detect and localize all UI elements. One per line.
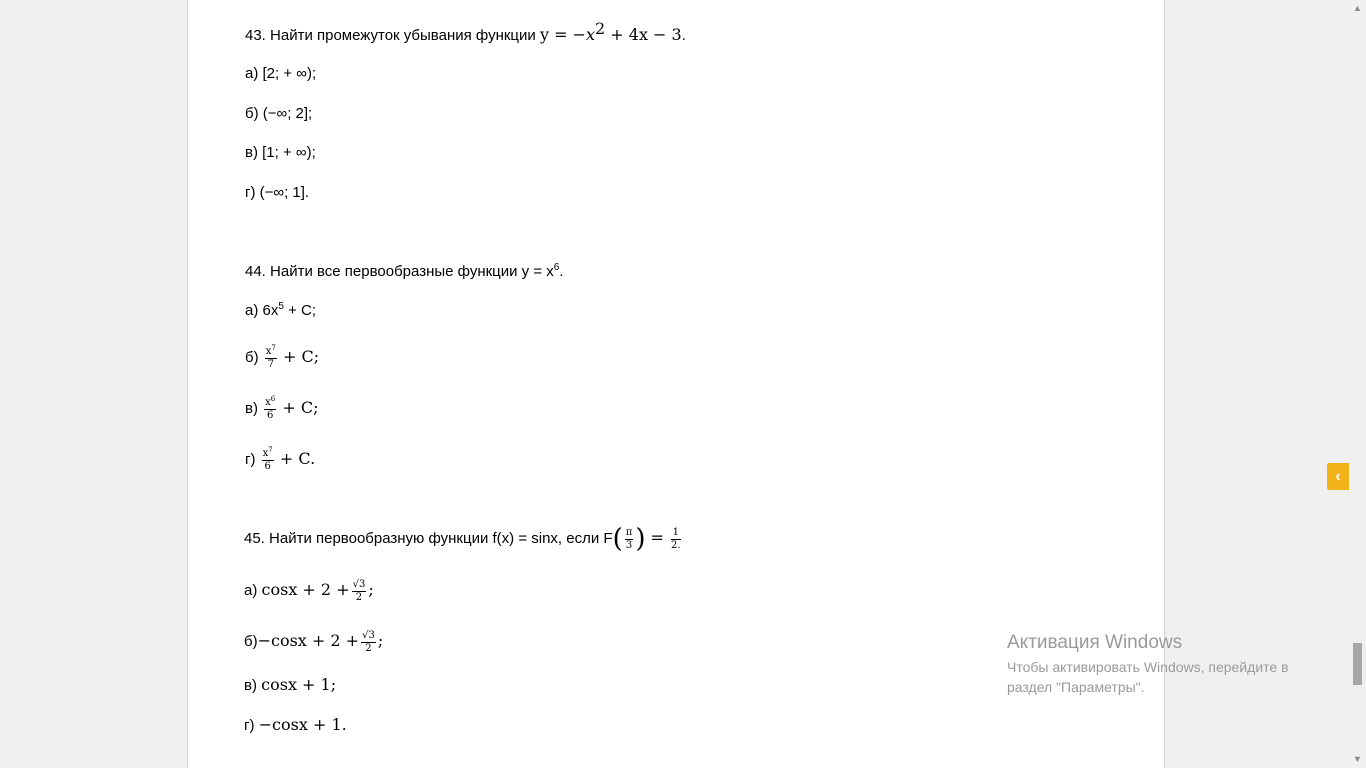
q44-v-num: x [265,396,271,408]
scroll-up-icon[interactable]: ▲ [1353,3,1362,13]
q44-answer-b [245,342,319,373]
q45-value-fraction [671,527,681,552]
activation-watermark-text: Чтобы активировать Windows, перейдите в раздел "Параметры". [1007,659,1289,695]
q43-answer-b: б) (−∞; 2]; [245,105,313,122]
scroll-thumb[interactable] [1353,643,1362,685]
q45-v-expr: cosx + 1; [261,675,337,694]
q45-a-label: а) [244,582,258,599]
q45-arg-num: π [625,526,633,538]
question-45 [244,522,683,555]
q45-a-end: ; [368,580,374,599]
q45-a-fraction [352,579,367,604]
q44-b-label: б) [245,349,259,366]
q45-g-expr: −cosx + 1. [258,715,347,734]
question-44 [245,262,564,282]
question-43 [245,19,686,46]
q45-a-den: 2 [355,591,363,603]
q44-g-fraction [262,445,274,473]
q44-v-fraction [264,394,276,422]
q45-equals: = [645,528,670,547]
vertical-scrollbar[interactable] [1349,0,1366,768]
q44-v-num-exp: 6 [270,394,276,403]
q45-b-fraction [361,630,376,655]
q44-v-label: в) [245,400,258,417]
q44-b-den: 7 [267,358,274,370]
q45-arg-den: 3 [625,539,633,551]
q44-a-label: а) 6x [245,302,279,319]
q44-b-num-exp: 7 [271,343,276,352]
q45-answer-b [244,625,383,658]
q43-formula-exp: 2 [595,19,606,38]
activation-watermark-title: Активация Windows [1007,632,1183,653]
q45-answer-a [244,574,374,607]
q43-answer-g: г) (−∞; 1]. [245,184,310,201]
q44-v-rest: + C; [282,398,319,417]
q44-answer-v [245,393,319,424]
q45-right-paren: ) [635,524,646,555]
q44-a-exp: 5 [278,301,284,312]
q45-b-den: 2 [365,642,372,654]
q44-answer-g [245,444,315,475]
q44-question-exp: 6 [553,262,560,273]
q45-b-label: б) [244,633,258,650]
q45-b-expr: −cosx + 2 + [257,631,360,650]
q43-answer-a: а) [2; + ∞); [245,65,317,82]
q45-answer-g [244,715,347,736]
q44-b-fraction [265,343,277,371]
q44-a-rest: + C; [283,302,317,319]
q45-a-expr: cosx + 2 + [261,580,350,599]
q45-answer-v [244,675,336,696]
q43-answer-v: в) [1; + ∞); [245,144,316,161]
q43-formula-rest: + 4x − 3 [605,25,682,44]
q45-a-num: √3 [352,578,366,590]
q45-g-label: г) [244,717,259,734]
q44-b-rest: + C; [283,347,320,366]
q44-g-den: 6 [264,460,271,472]
q44-g-label: г) [245,451,256,468]
q45-arg-fraction [625,527,634,552]
q44-period: . [559,263,564,280]
q43-formula-y: y = − [539,25,586,44]
q44-answer-a [245,301,316,321]
chevron-left-icon: ‹ [1335,468,1341,485]
q44-b-num: x [265,345,272,357]
q45-v-label: в) [244,677,257,694]
q43-period: . [681,27,686,44]
q45-val-num: 1 [672,526,679,538]
sidebar-toggle-button[interactable] [1327,463,1349,490]
q44-g-num-exp: 7 [268,445,273,454]
q43-formula-x: x [585,25,595,44]
q44-g-num: x [262,447,269,459]
question-43-text: 43. Найти промежуток убывания функции [245,27,536,44]
q45-val-den: 2. [671,539,681,551]
question-44-text: 44. Найти все первообразные функции y = x [245,263,554,280]
q45-left-paren: ( [612,524,623,555]
q45-b-end: ; [377,631,384,650]
q44-g-rest: + C. [279,449,316,468]
scroll-down-icon[interactable]: ▼ [1353,754,1362,764]
question-45-text: 45. Найти первообразную функции f(x) = sinx, если F [244,530,613,547]
q45-b-num: √3 [362,629,375,641]
q44-v-den: 6 [267,409,274,421]
